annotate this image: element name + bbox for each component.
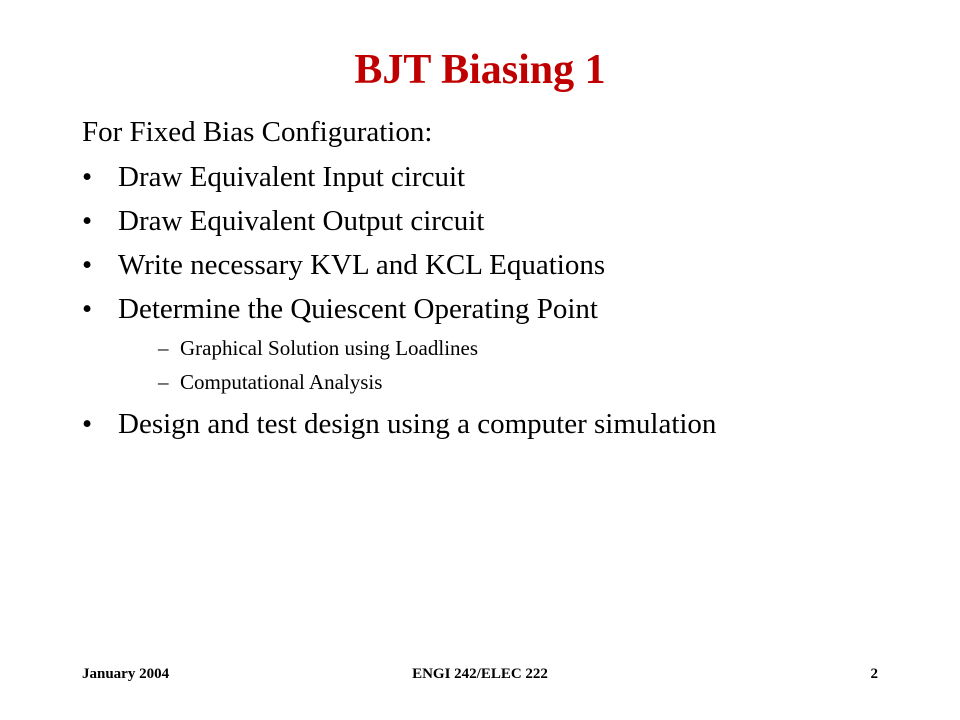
subbullet-item: [158, 368, 382, 396]
bullet-marker: •: [82, 249, 93, 281]
bullet-marker: •: [82, 408, 93, 440]
bullet-marker: •: [82, 161, 93, 193]
subbullet-text: Computational Analysis: [180, 370, 383, 394]
bullet-item: [82, 245, 605, 285]
bullet-text: Design and test design using a computer simulation: [118, 408, 717, 440]
bullet-text: Write necessary KVL and KCL Equations: [118, 249, 606, 281]
footer-page-number: 2: [870, 666, 878, 682]
bullet-item: [82, 157, 465, 197]
footer-course: ENGI 242/ELEC 222: [412, 666, 548, 682]
footer-date: January 2004: [82, 666, 170, 682]
slide-title: BJT Biasing 1: [354, 47, 606, 93]
bullet-item: [82, 404, 716, 444]
bullet-item: [82, 289, 598, 329]
bullet-text: Draw Equivalent Output circuit: [118, 205, 485, 237]
subbullet-item: [158, 334, 478, 362]
bullet-marker: •: [82, 205, 93, 237]
subbullet-text: Graphical Solution using Loadlines: [180, 336, 479, 360]
subbullet-marker: –: [158, 336, 169, 360]
subbullet-marker: –: [158, 370, 169, 394]
bullet-item: [82, 201, 484, 241]
bullet-marker: •: [82, 293, 93, 325]
bullet-text: Draw Equivalent Input circuit: [118, 161, 466, 193]
bullet-text: Determine the Quiescent Operating Point: [118, 293, 598, 325]
intro-text: For Fixed Bias Configuration:: [82, 116, 433, 148]
